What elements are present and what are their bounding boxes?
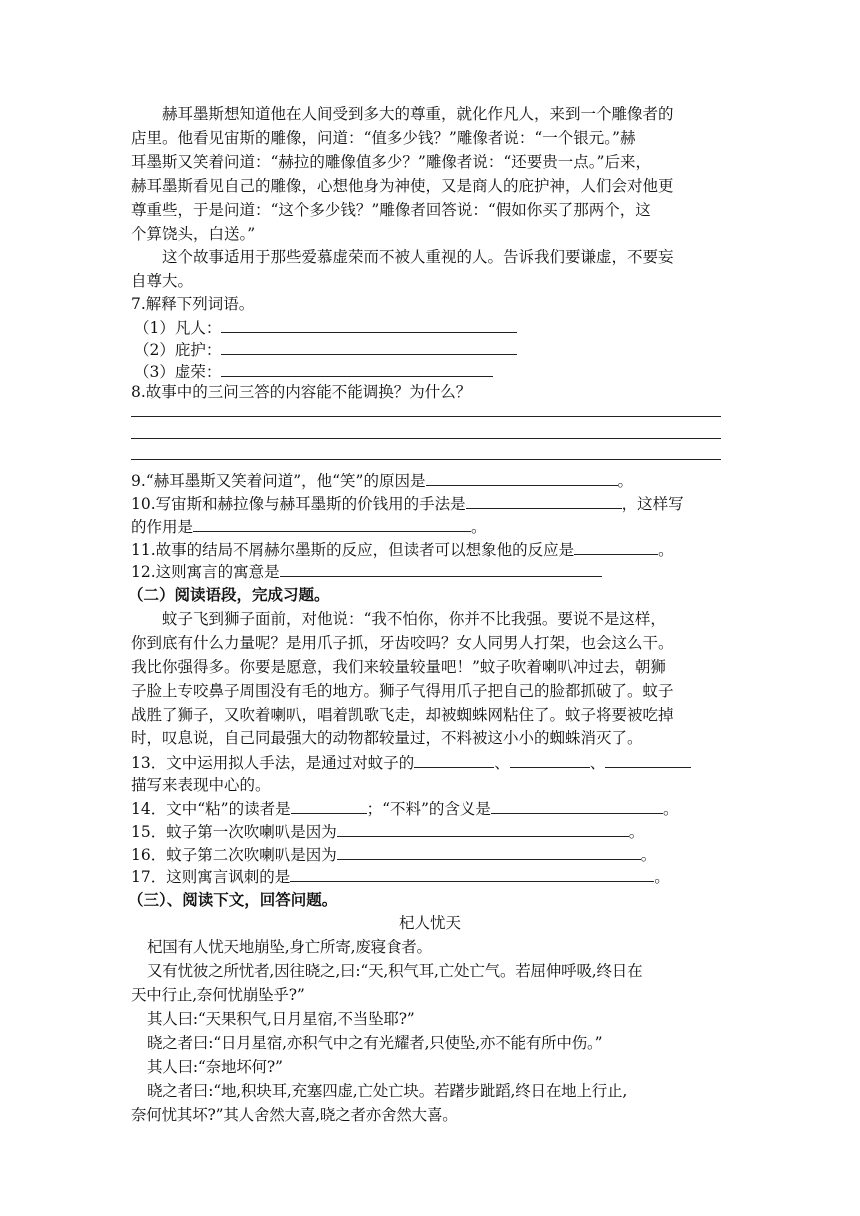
answer-line[interactable] — [131, 438, 721, 439]
punctuation: 、 — [589, 754, 606, 772]
answer-blank[interactable] — [337, 821, 629, 837]
question-15 — [131, 821, 644, 842]
passage-line: 店里。他看见宙斯的雕像，问道：“值多少钱？”雕像者说：“一个银元。”赫 — [131, 129, 636, 147]
answer-blank[interactable] — [290, 866, 654, 882]
question-label: 13．文中运用拟人手法，是通过对蚊子的 — [131, 754, 415, 772]
punctuation: 。 — [617, 472, 634, 490]
question-label: ，这样写 — [621, 495, 684, 513]
passage-line: 你到底有什么力量呢？是用爪子抓，牙齿咬吗？女人同男人打架，也会这么干。 — [131, 634, 674, 652]
answer-line[interactable] — [131, 416, 721, 417]
answer-blank[interactable] — [291, 798, 367, 814]
question-8: 8.故事中的三问三答的内容能不能调换？为什么？ — [131, 383, 472, 401]
question-7-3 — [134, 361, 493, 382]
question-7-1 — [134, 317, 517, 338]
punctuation: 。 — [628, 823, 645, 841]
question-label: 11.故事的结局不屑赫尔墨斯的反应，但读者可以想象他的反应是 — [131, 541, 575, 559]
passage-line: 蚊子飞到狮子面前，对他说：“我不怕你，你并不比我强。要说不是这样， — [162, 610, 666, 628]
punctuation: 、 — [494, 754, 510, 772]
answer-blank[interactable] — [280, 561, 602, 577]
section-heading: （二）阅读语段，完成习题。 — [128, 585, 330, 604]
question-label: ；“不料”的含义是 — [366, 800, 491, 818]
question-13 — [131, 752, 691, 773]
passage-line: 赫耳墨斯想知道他在人间受到多大的尊重，就化作凡人，来到一个雕像者的 — [162, 105, 674, 123]
classical-line: 又有忧彼之所忧者,因往晓之,曰:“天,积气耳,亡处亡气。若屈伸呼吸,终日在 — [147, 962, 643, 980]
passage-line: 耳墨斯又笑着问道：“赫拉的雕像值多少？”雕像者说：“还要贵一点。”后来， — [131, 153, 651, 171]
answer-blank[interactable] — [221, 339, 517, 355]
question-12 — [131, 561, 602, 582]
passage-line: 我比你强得多。你要是愿意，我们来较量较量吧！”蚊子吹着喇叭冲过去，朝狮 — [131, 658, 666, 676]
passage-line: 这个故事适用于那些爱慕虚荣而不被人重视的人。告诉我们要谦虚，不要妄 — [162, 248, 674, 266]
answer-line[interactable] — [131, 459, 721, 460]
classical-line: 其人曰:“奈地坏何?” — [147, 1058, 283, 1076]
answer-blank[interactable] — [491, 798, 663, 814]
section-heading: （三）、阅读下文，回答问题。 — [128, 890, 338, 909]
passage-line: 尊重些，于是问道：“这个多少钱？”雕像者回答说：“假如你买了那两个，这 — [131, 201, 651, 219]
question-10 — [131, 493, 684, 514]
classical-line: 奈何忧其坏?”其人舍然大喜,晓之者亦舍然大喜。 — [131, 1106, 458, 1124]
question-label: （2）庇护： — [134, 341, 222, 359]
question-label: 12.这则寓言的寓意是 — [131, 563, 280, 581]
answer-blank[interactable] — [193, 516, 471, 532]
answer-blank[interactable] — [605, 752, 691, 768]
question-17 — [131, 866, 670, 887]
classical-line: 晓之者曰:“地,积块耳,充塞四虚,亡处亡块。若躇步跐蹈,终日在地上行止, — [147, 1082, 628, 1100]
passage-line: 个算饶头，白送。” — [131, 225, 256, 243]
question-label: 14．文中“粘”的读者是 — [131, 800, 291, 818]
passage-line: 自尊大。 — [131, 272, 194, 290]
question-label: 16．蚊子第二次吹喇叭是因为 — [131, 846, 337, 864]
answer-blank[interactable] — [221, 317, 517, 333]
passage-line: 赫耳墨斯看见自己的雕像，心想他身为神使，又是商人的庇护神，人们会对他更 — [131, 177, 674, 195]
question-label: （3）虚荣： — [134, 363, 222, 381]
classical-line: 杞国有人忧天地崩坠,身亡所寄,废寝食者。 — [147, 938, 432, 956]
answer-blank[interactable] — [510, 752, 590, 768]
question-label: 10.写宙斯和赫拉像与赫耳墨斯的价钱用的手法是 — [131, 495, 466, 513]
question-label: 9.“赫耳墨斯又笑着问道”，他“笑”的原因是 — [131, 472, 426, 490]
question-7-2 — [134, 339, 517, 360]
classical-line: 天中行止,奈何忧崩坠乎?” — [131, 986, 305, 1004]
punctuation: 。 — [654, 868, 670, 886]
punctuation: 。 — [658, 541, 674, 559]
question-11 — [131, 539, 674, 560]
punctuation: 。 — [471, 518, 487, 536]
question-label: 17．这则寓言讽刺的是 — [131, 868, 291, 886]
question-7: 7.解释下列词语。 — [131, 295, 255, 313]
answer-blank[interactable] — [337, 844, 641, 860]
classical-line: 晓之者曰:“日月星宿,亦积气中之有光耀者,只使坠,亦不能有所中伤。” — [147, 1034, 603, 1052]
answer-blank[interactable] — [466, 493, 622, 509]
question-14 — [131, 798, 678, 819]
question-13-cont: 描写来表现中心的。 — [131, 776, 271, 794]
question-label: （1）凡人： — [134, 319, 222, 337]
passage-line: 战胜了狮子，又吹着喇叭，唱着凯歌飞走，却被蜘蛛网粘住了。蚊子将要被吃掉 — [131, 706, 674, 724]
punctuation: 。 — [640, 846, 657, 864]
classical-text-title: 杞人忧天 — [398, 914, 461, 932]
passage-line: 时，叹息说，自己同最强大的动物都较量过，不料被这小小的蜘蛛消灭了。 — [131, 729, 643, 747]
question-9 — [131, 470, 633, 491]
answer-blank[interactable] — [221, 361, 493, 377]
punctuation: 。 — [662, 800, 679, 818]
question-10-cont — [131, 516, 487, 537]
classical-line: 其人曰:“天果积气,日月星宿,不当坠耶?” — [147, 1010, 415, 1028]
question-label: 的作用是 — [131, 518, 194, 536]
answer-blank[interactable] — [414, 752, 494, 768]
question-16 — [131, 844, 656, 865]
question-label: 15．蚊子第一次吹喇叭是因为 — [131, 823, 337, 841]
answer-blank[interactable] — [574, 539, 658, 555]
answer-blank[interactable] — [426, 470, 618, 486]
passage-line: 子脸上专咬鼻子周围没有毛的地方。狮子气得用爪子把自己的脸都抓破了。蚊子 — [131, 682, 674, 700]
